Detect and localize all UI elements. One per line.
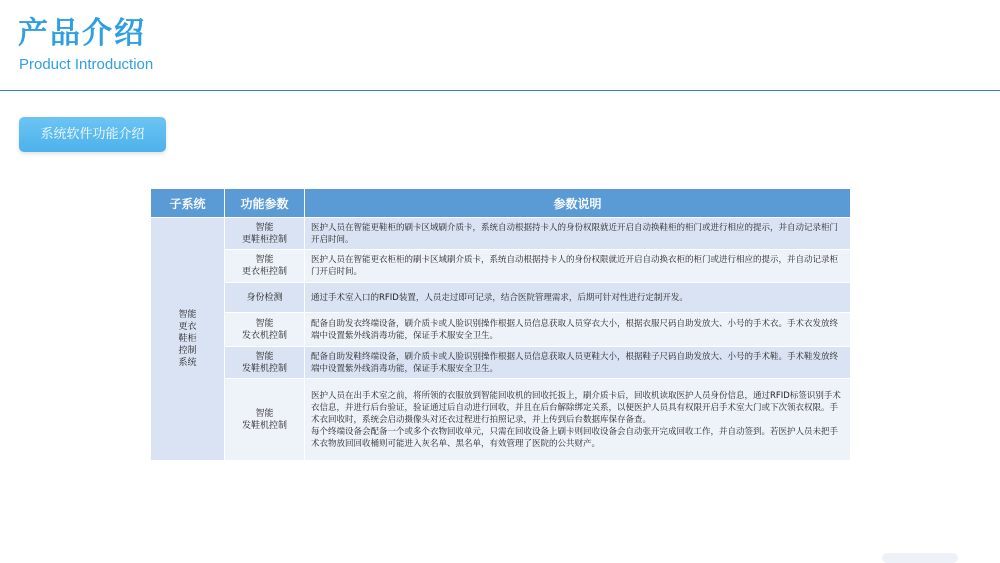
table-row [151,218,851,250]
table-header-row [151,189,851,218]
table-row [151,250,851,283]
table-row [151,347,851,379]
page-title: 产品介绍 [18,16,146,51]
table-row [151,379,851,461]
table-row [151,283,851,313]
function-cell [225,250,305,283]
description-cell: 医护人员在智能更鞋柜的刷卡区域刷介质卡，系统自动根据持卡人的身份权限就近开启自动换鞋柜的柜门或进行相应的提示，并自动记录柜门开启时间。 [305,218,851,250]
page-subtitle: Product Introduction [19,56,154,73]
function-label: 身份检测 [246,292,283,303]
table-row [151,313,851,347]
header-function: 功能参数 [225,189,305,218]
header-divider [0,90,1000,91]
section-label-button[interactable]: 系统软件功能介绍 [19,117,166,152]
function-cell [225,347,305,379]
function-cell [225,313,305,347]
function-label: 智能 发衣机控制 [241,318,287,341]
corner-watermark-shape [882,553,958,563]
description-cell: 医护人员在智能更衣柜柜的刷卡区域刷介质卡，系统自动根据持卡人的身份权限就近开启自动换衣柜的柜门或进行相应的提示，并自动记录柜门开启时间。 [305,250,851,283]
function-cell [225,379,305,461]
function-label: 智能 发鞋机控制 [241,408,287,431]
function-label: 智能 发鞋机控制 [241,351,287,374]
function-cell [225,218,305,250]
header-description: 参数说明 [305,189,851,218]
function-table-container [150,188,850,464]
function-label: 智能 更鞋柜控制 [241,222,287,245]
subsystem-cell [151,218,225,461]
description-cell: 配备自助发鞋终端设备，刷介质卡或人脸识别操作根据人员信息获取人员更鞋大小，根据鞋子尺码自助发放大、小号的手术鞋。手术鞋发放终端中设置紫外线消毒功能，保证手术服安全卫生。 [305,347,851,379]
function-cell [225,283,305,313]
header-subsystem: 子系统 [151,189,225,218]
description-cell: 配备自助发衣终端设备，刷介质卡或人脸识别操作根据人员信息获取人员穿衣大小，根据衣服尺码自助发放大、小号的手术衣。手术衣发放终端中设置紫外线消毒功能，保证手术服安全卫生。 [305,313,851,347]
description-cell: 通过手术室入口的RFID装置，人员走过即可记录，结合医院管理需求，后期可针对性进行定制开发。 [305,283,851,313]
function-table [150,188,850,461]
subsystem-label: 智能 更衣 鞋柜 控制 系统 [178,310,197,368]
function-label: 智能 更衣柜控制 [241,255,287,277]
description-cell: 医护人员在出手术室之前，将所领的衣服放到智能回收机的回收托扳上，刷介质卡后，回收机读取医护人员身份信息，通过RFID标签识别手术衣信息，并进行后台验证，验证通过后自动进行回收，并且在后台解除绑定关系，以便医护人员具有权限开启手术室大门或下次领衣权限。手术衣回收时，系统会启动摄像头对还衣过程进行拍照记录，并上传到后台数据库保存备查。 每个终端设备会配备一个或多个衣物回收单元，只需在回收设备上刷卡则回收设备会自动张开完成回收工作，并自动签到。若医护人员未把手术衣物放回回收桶则可能进入灰名单、黑名单，有效管理了医院的公共财产。 [305,379,851,461]
